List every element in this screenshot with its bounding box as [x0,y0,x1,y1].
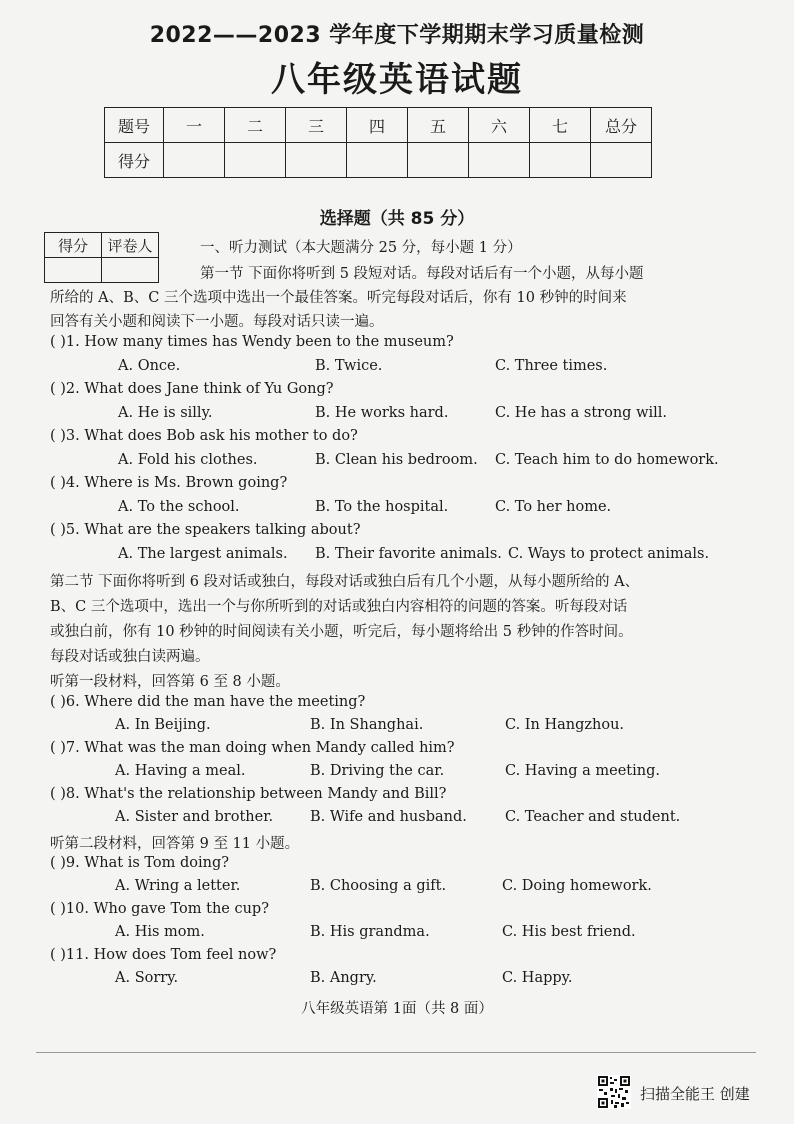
exam-title-line1: 2022——2023 学年度下学期期末学习质量检测 [149,23,645,48]
sec2-instruction-line: 第二节 下面你将听到 6 段对话或独白，每段对话或独白后有几个小题，从每小题所给的 A、 [50,574,640,590]
score-cell: 二 [225,108,286,143]
score-table-score-row [105,143,652,178]
sec1-instruction-line: 所给的 A、B、C 三个选项中选出一个最佳答案。听完每段对话后，你有 10 秒钟的时间来 [50,290,627,306]
question-2: ( )2. What does Jane think of Yu Gong? [50,381,334,397]
option-b: B. His grandma. [310,924,430,940]
question-10: ( )10. Who gave Tom the cup? [50,901,269,917]
option-a: A. Having a meal. [115,763,246,779]
option-a: A. To the school. [118,499,240,515]
score-blank-cell [225,143,286,178]
option-a: A. He is silly. [118,405,213,421]
option-b: B. Twice. [315,358,383,374]
sec1-instruction-line: 第一节 下面你将听到 5 段短对话。每段对话后有一个小题，从每小题 [200,266,644,282]
option-c: C. Doing homework. [502,878,652,894]
question-3: ( )3. What does Bob ask his mother to do? [50,428,358,444]
score-cell: 三 [286,108,347,143]
score-cell: 总分 [591,108,652,143]
option-c: C. He has a strong will. [495,405,668,421]
score-cell: 四 [347,108,408,143]
score-blank-cell [286,143,347,178]
option-a: A. His mom. [115,924,205,940]
option-c: C. His best friend. [502,924,636,940]
score-cell: 题号 [105,108,164,143]
option-c: C. Ways to protect animals. [508,546,710,562]
option-b: B. Clean his bedroom. [315,452,478,468]
sec2-instruction-line: 或独白前，你有 10 秒钟的时间阅读有关小题，听完后，每小题将给出 5 秒钟的作答时间。 [50,624,633,640]
score-blank-cell [408,143,469,178]
option-c: C. Having a meeting. [505,763,661,779]
score-blank-cell [164,143,225,178]
score-cell: 六 [469,108,530,143]
question-8: ( )8. What's the relationship between Mandy and Bill? [50,786,447,802]
option-a: A. The largest animals. [118,546,288,562]
score-cell: 一 [164,108,225,143]
grader-table [44,232,159,283]
page-number-footer: 八年级英语第 1面（共 8 面） [301,1001,493,1017]
option-c: C. In Hangzhou. [505,717,625,733]
question-11: ( )11. How does Tom feel now? [50,947,277,963]
option-a: A. Fold his clothes. [118,452,258,468]
option-c: C. To her home. [495,499,612,515]
sec1-instruction-line: 回答有关小题和阅读下一小题。每段对话只读一遍。 [50,314,384,330]
grader-score-label: 得分 [45,233,102,258]
score-table [104,107,652,178]
grader-blank-cell [102,258,159,283]
option-c: C. Teach him to do homework. [495,452,719,468]
option-a: A. Sister and brother. [115,809,274,825]
option-b: B. Wife and husband. [310,809,467,825]
question-7: ( )7. What was the man doing when Mandy called him? [50,740,455,756]
question-4: ( )4. Where is Ms. Brown going? [50,475,288,491]
grader-name-label: 评卷人 [102,233,159,258]
option-c: C. Teacher and student. [505,809,681,825]
option-a: A. Once. [118,358,181,374]
score-cell: 七 [530,108,591,143]
question-6: ( )6. Where did the man have the meeting? [50,694,366,710]
option-b: B. To the hospital. [315,499,449,515]
scanner-brand-label: 扫描全能王 创建 [640,1085,750,1103]
score-row-label: 得分 [105,143,164,178]
score-blank-cell [530,143,591,178]
option-c: C. Three times. [495,358,608,374]
sec2-instruction-line: 每段对话或独白读两遍。 [50,649,210,665]
question-1: ( )1. How many times has Wendy been to the museum? [50,334,454,350]
score-blank-cell [469,143,530,178]
part1-heading: 一、听力测试（本大题满分 25 分，每小题 1 分） [200,240,522,256]
question-5: ( )5. What are the speakers talking about? [50,522,361,538]
question-9: ( )9. What is Tom doing? [50,855,230,871]
sec2-instruction-line: B、C 三个选项中，选出一个与你所听到的对话或独白内容相符的问题的答案。听每段对话 [50,599,628,615]
option-b: B. Their favorite animals. [315,546,502,562]
option-b: B. In Shanghai. [310,717,424,733]
option-c: C. Happy. [502,970,573,986]
option-b: B. He works hard. [315,405,449,421]
qr-code-icon [597,1075,631,1109]
option-a: A. In Beijing. [115,717,211,733]
material-1-label: 听第一段材料，回答第 6 至 8 小题。 [50,674,290,690]
option-b: B. Angry. [310,970,377,986]
score-cell: 五 [408,108,469,143]
score-blank-cell [347,143,408,178]
bottom-divider [36,1052,756,1053]
option-a: A. Wring a letter. [115,878,241,894]
grader-blank-cell [45,258,102,283]
option-b: B. Driving the car. [310,763,445,779]
option-a: A. Sorry. [115,970,179,986]
score-table-header-row [105,108,652,143]
exam-title-line2: 八年级英语试题 [271,60,523,100]
option-b: B. Choosing a gift. [310,878,447,894]
material-2-label: 听第二段材料，回答第 9 至 11 小题。 [50,836,300,852]
score-blank-cell [591,143,652,178]
section-title: 选择题（共 85 分） [319,209,475,229]
